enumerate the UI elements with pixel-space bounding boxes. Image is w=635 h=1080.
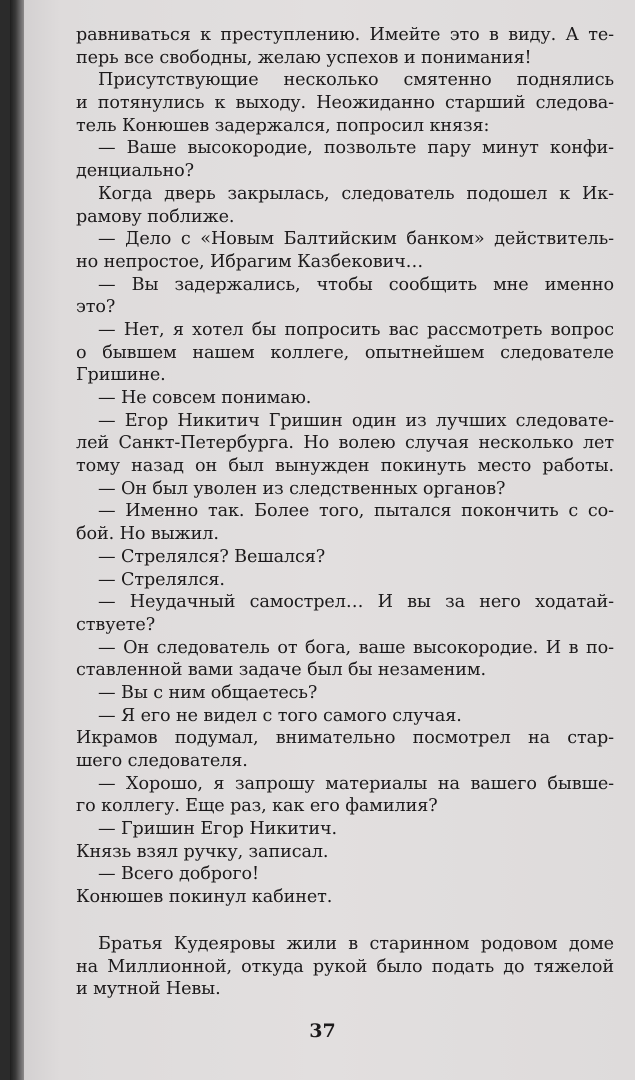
text-line: — Нет, я хотел бы попросить вас рассмотреть вопрос (98, 319, 614, 340)
text-line: — Хорошо, я запрошу материалы на вашего бывше- (98, 773, 614, 794)
text-line: Братья Кудеяровы жили в старинном родовом доме (98, 933, 614, 954)
text-line: — Не совсем понимаю. (98, 388, 312, 408)
text-line: Икрамов подумал, внимательно посмотрел на стар- (76, 728, 614, 749)
text-line: го коллегу. Еще раз, как его фамилия? (76, 796, 438, 817)
text-line: — Егор Никитич Гришин один из лучших следовате- (98, 410, 614, 431)
text-line: Когда дверь закрылась, следователь подошел к Ик- (98, 183, 614, 204)
text-line: ставленной вами задаче был бы незаменим. (76, 660, 486, 681)
text-line: — Стрелялся. (98, 569, 225, 590)
text-line: Конюшев покинул кабинет. (76, 887, 333, 908)
text-line: Присутствующие несколько смятенно поднялись (98, 70, 614, 91)
text-line: и мутной Невы. (76, 979, 221, 1000)
text-line: — Гришин Егор Никитич. (98, 819, 338, 840)
text-line: бой. Но выжил. (76, 524, 219, 545)
book-spine-shadow (10, 0, 24, 1080)
text-line: — Он следователь от бога, ваше высокородие. И в по- (98, 637, 614, 658)
text-line: — Дело с «Новым Балтийским банком» действитель- (98, 229, 614, 250)
text-line: перь все свободны, желаю успехов и понимания! (76, 47, 532, 68)
text-line: — Именно так. Более того, пытался покончить с со- (98, 501, 614, 522)
page-number: 37 (309, 1020, 336, 1042)
book-page (10, 0, 635, 1080)
text-line: — Ваше высокородие, позвольте пару минут конфи- (98, 138, 614, 159)
text-line: но непростое, Ибрагим Казбекович… (76, 251, 424, 272)
text-line: и потянулись к выходу. Неожиданно старший следова- (76, 93, 614, 114)
text-line: Князь взял ручку, записал. (76, 841, 329, 862)
text-line: на Миллионной, откуда рукой было подать до тяжелой (76, 956, 614, 977)
text-line: — Неудачный самострел… И вы за него ходатай- (98, 592, 614, 613)
text-line: тель Конюшев задержался, попросил князя: (76, 115, 490, 136)
text-line: — Вы с ним общаетесь? (98, 682, 318, 703)
page-text (76, 24, 614, 1001)
text-line: рамову поближе. (76, 206, 235, 227)
text-line: это? (76, 297, 116, 318)
text-line: шего следователя. (76, 751, 248, 771)
text-line: — Я его не видел с того самого случая. (98, 705, 462, 726)
text-line: равниваться к преступлению. Имейте это в виду. А те- (76, 25, 614, 45)
section-break (76, 909, 614, 933)
text-line: о бывшем нашем коллеге, опытнейшем следователе (76, 342, 614, 363)
text-line: — Вы задержались, чтобы сообщить мне именно (98, 274, 614, 295)
text-line: — Всего доброго! (98, 864, 259, 885)
text-line: ствуете? (76, 614, 156, 635)
text-line: — Стрелялся? Вешался? (98, 546, 326, 567)
text-line: лей Санкт-Петербурга. Но волею случая несколько лет (76, 433, 614, 454)
text-line: — Он был уволен из следственных органов? (98, 478, 506, 499)
text-line: тому назад он был вынужден покинуть место работы. (76, 456, 614, 477)
text-line: Гришине. (76, 365, 166, 386)
text-line: денциально? (76, 161, 194, 182)
